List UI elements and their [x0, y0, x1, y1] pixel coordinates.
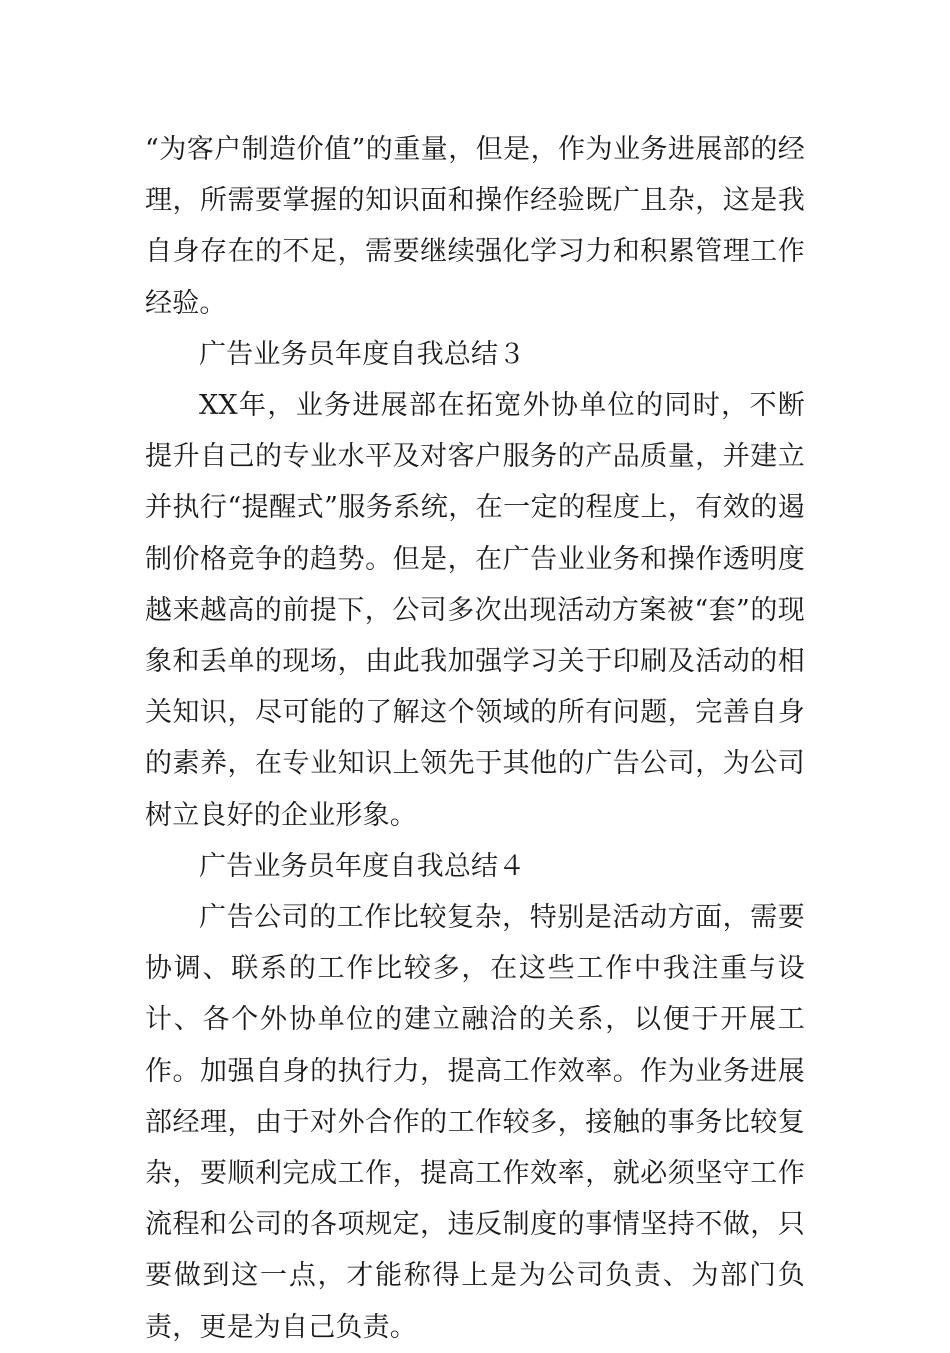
paragraph-section-3: XX年，业务进展部在拓宽外协单位的同时，不断提升自己的专业水平及对客户服务的产品质量，并建立并执行“提醒式”服务系统，在一定的程度上，有效的遏制价格竞争的趋势。但是，在广告业业务和操作透明度越来越高的前提下，公司多次出现活动方案被“套”的现象和丢单的现场，由此我加强学习关于印刷及活动的相关知识，尽可能的了解这个领域的所有问题，完善自身的素养，在专业知识上领先于其他的广告公司，为公司树立良好的企业形象。 — [145, 390, 805, 831]
section-heading-4: 广告业务员年度自我总结４ — [199, 850, 526, 882]
section-heading-3: 广告业务员年度自我总结３ — [199, 338, 526, 370]
paragraph-continuation: “为客户制造价值”的重量，但是，作为业务进展部的经理，所需要掌握的知识面和操作经验既广且杂，这是我自身存在的不足，需要继续强化学习力和积累管理工作经验。 — [145, 134, 805, 319]
document-page — [145, 124, 805, 1353]
paragraph-section-4: 广告公司的工作比较复杂，特别是活动方面，需要协调、联系的工作比较多，在这些工作中我注重与设计、各个外协单位的建立融洽的关系，以便于开展工作。加强自身的执行力，提高工作效率。作为业务进展部经理，由于对外合作的工作较多，接触的事务比较复杂，要顺利完成工作，提高工作效率，就必须坚守工作流程和公司的各项规定，违反制度的事情坚持不做，只要做到这一点，才能称得上是为公司负责、为部门负责，更是为自己负责。 — [145, 902, 805, 1343]
